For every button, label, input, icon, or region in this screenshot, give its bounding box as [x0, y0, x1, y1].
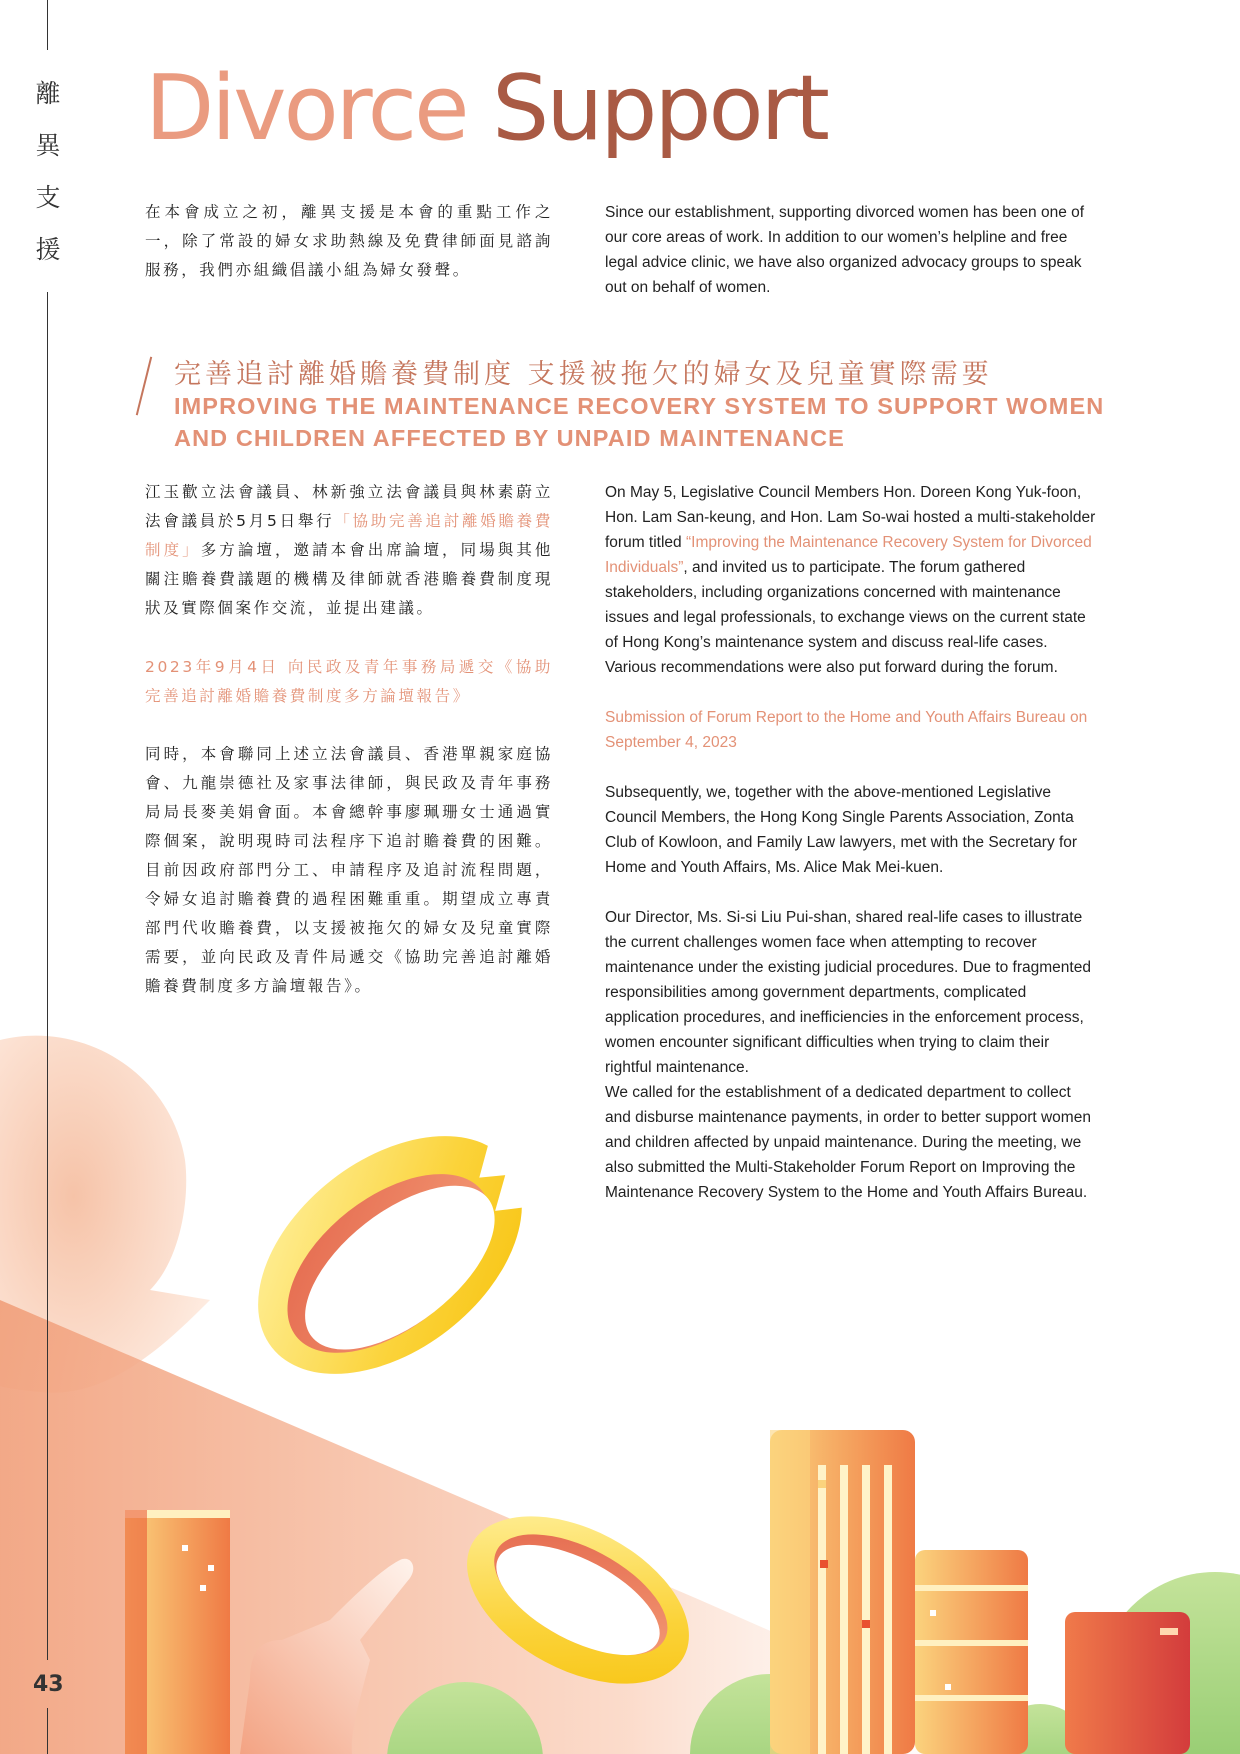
illustration-shape	[862, 1465, 870, 1754]
subheading-en: Submission of Forum Report to the Home and Youth Affairs Bureau on September 4, 2023	[605, 709, 1088, 751]
illustration-shape	[770, 1430, 810, 1754]
illustration-shape	[945, 1684, 951, 1690]
illustration-shape	[840, 1465, 848, 1754]
body-en-paragraph-1	[605, 480, 1100, 680]
illustration-shape	[915, 1640, 1028, 1646]
building-red	[1065, 1612, 1190, 1754]
illustration-shape	[915, 1550, 1028, 1754]
vertical-title-char: 離	[35, 79, 61, 108]
illustration-shape	[125, 1510, 147, 1754]
sidebar-rule-end	[47, 1708, 48, 1754]
body-en-paragraph-2: Subsequently, we, together with the above-mentioned Legislative Council Members, the Hong Kong Single Parents Association, Zonta Club of Kowloon, and Family Law lawyers, met with the Secretary for Home and Youth Affairs, Ms. Alice Mak Mei-kuen.	[605, 784, 1078, 876]
illustration-shape	[884, 1465, 892, 1754]
body-zh-paragraph-1	[145, 478, 553, 623]
body-zh-paragraph-2: 同時，本會聯同上述立法會議員、香港單親家庭協會、九龍崇德社及家事法律師，與民政及青年事務局局長麥美娟會面。本會總幹事廖珮珊女士通過實際個案，說明現時司法程序下追討贍養費的困難。目前因政府部門分工、申請程序及追討流程問題，令婦女追討贍養費的過程困難重重。期望成立專責部門代收贍養費，以支援被拖欠的婦女及兒童實際需要，並向民政及青件局遞交《協助完善追討離婚贍養費制度多方論壇報告》。	[145, 745, 553, 995]
subheading-zh: 2023年9月4日 向民政及青年事務局遞交《協助完善追討離婚贍養費制度多方論壇報告》	[145, 658, 553, 705]
body-zh-p1-end: 多方論壇，邀請本會出席論壇，同場與其他關注贍養費議題的機構及律師就香港贍養費制度現狀及實際個案作交流，並提出建議。	[145, 541, 553, 617]
illustration-shape	[930, 1610, 936, 1616]
body-en-paragraph-3: Our Director, Ms. Si-si Liu Pui-shan, shared real-life cases to illustrate the current challenges women face when attempting to recover maintenance under the existing judicial procedures. Due to fragmented responsibilities among government departments, complicated application procedures, and inefficiencies in the enforcement process, women encounter significant difficulties when trying to claim their rightful maintenance.	[605, 909, 1091, 1076]
illustration-shape	[208, 1565, 214, 1571]
illustration-shape	[1160, 1628, 1178, 1635]
illustration-shape	[818, 1465, 826, 1754]
illustration-shape	[862, 1620, 870, 1628]
vertical-section-title	[30, 68, 66, 276]
intro-zh: 在本會成立之初，離異支援是本會的重點工作之一，除了常設的婦女求助熱線及免費律師面見諮詢服務，我們亦組織倡議小組為婦女發聲。	[145, 203, 553, 279]
page-number: 43	[33, 1672, 64, 1697]
sidebar-rule-top	[47, 0, 48, 50]
sidebar-rule-bottom	[47, 292, 48, 1660]
illustration-shape	[820, 1560, 828, 1568]
body-en-p1-end: , and invited us to participate. The forum gathered stakeholders, including organizations concerned with maintenance issues and legal professionals, to exchange views on the current state of Hong Kong’s maintenance system and discuss real-life cases. Various recommendations were also put forward during the forum.	[605, 559, 1086, 676]
forum-title-zh: 「協助完善追討離婚贍養費制度」	[145, 512, 553, 559]
illustration-shape	[200, 1585, 206, 1591]
intro-en: Since our establishment, supporting divorced women has been one of our core areas of work. In addition to our women’s helpline and free legal advice clinic, we have also organized advocacy groups to speak out on behalf of women.	[605, 204, 1085, 296]
forum-title-en: “Improving the Maintenance Recovery System for Divorced Individuals”	[605, 534, 1092, 576]
illustration-shape	[915, 1695, 1028, 1701]
title-word-divorce: Divorce	[145, 56, 467, 161]
broken-bangle-icon	[213, 1063, 598, 1422]
title-word-support: Support	[492, 56, 827, 161]
page-title	[145, 50, 827, 167]
vertical-title-char: 援	[35, 235, 61, 264]
section-heading-zh: 完善追討離婚贍養費制度 支援被拖欠的婦女及兒童實際需要	[174, 359, 993, 390]
building-left	[125, 1510, 230, 1754]
body-en-p1-start: On May 5, Legislative Council Members Hon. Doreen Kong Yuk-foon, Hon. Lam San-keung, and Hon. Lam So-wai hosted a multi-stakeholder forum titled	[605, 484, 1096, 551]
building-tall	[770, 1430, 915, 1754]
illustration-shape	[915, 1585, 1028, 1591]
body-zh-p1-start: 江玉歡立法會議員、林新強立法會議員與林素蔚立法會議員於5月5日舉行	[145, 483, 553, 530]
building-mid	[915, 1550, 1028, 1754]
vertical-title-char: 異	[35, 131, 61, 160]
illustration-shape	[182, 1545, 188, 1551]
body-en-paragraph-4: We called for the establishment of a dedicated department to collect and disburse maintenance payments, in order to better support women and children affected by unpaid maintenance. During the meeting, we also submitted the Multi-Stakeholder Forum Report on Improving the Maintenance Recovery System to the Home and Youth Affairs Bureau.	[605, 1084, 1091, 1201]
section-heading-en: IMPROVING THE MAINTENANCE RECOVERY SYSTEM TO SUPPORT WOMEN AND CHILDREN AFFECTED BY UNPAID MAINTENANCE	[174, 393, 1105, 451]
vertical-title-char: 支	[35, 183, 61, 212]
illustration-shape	[818, 1480, 826, 1488]
